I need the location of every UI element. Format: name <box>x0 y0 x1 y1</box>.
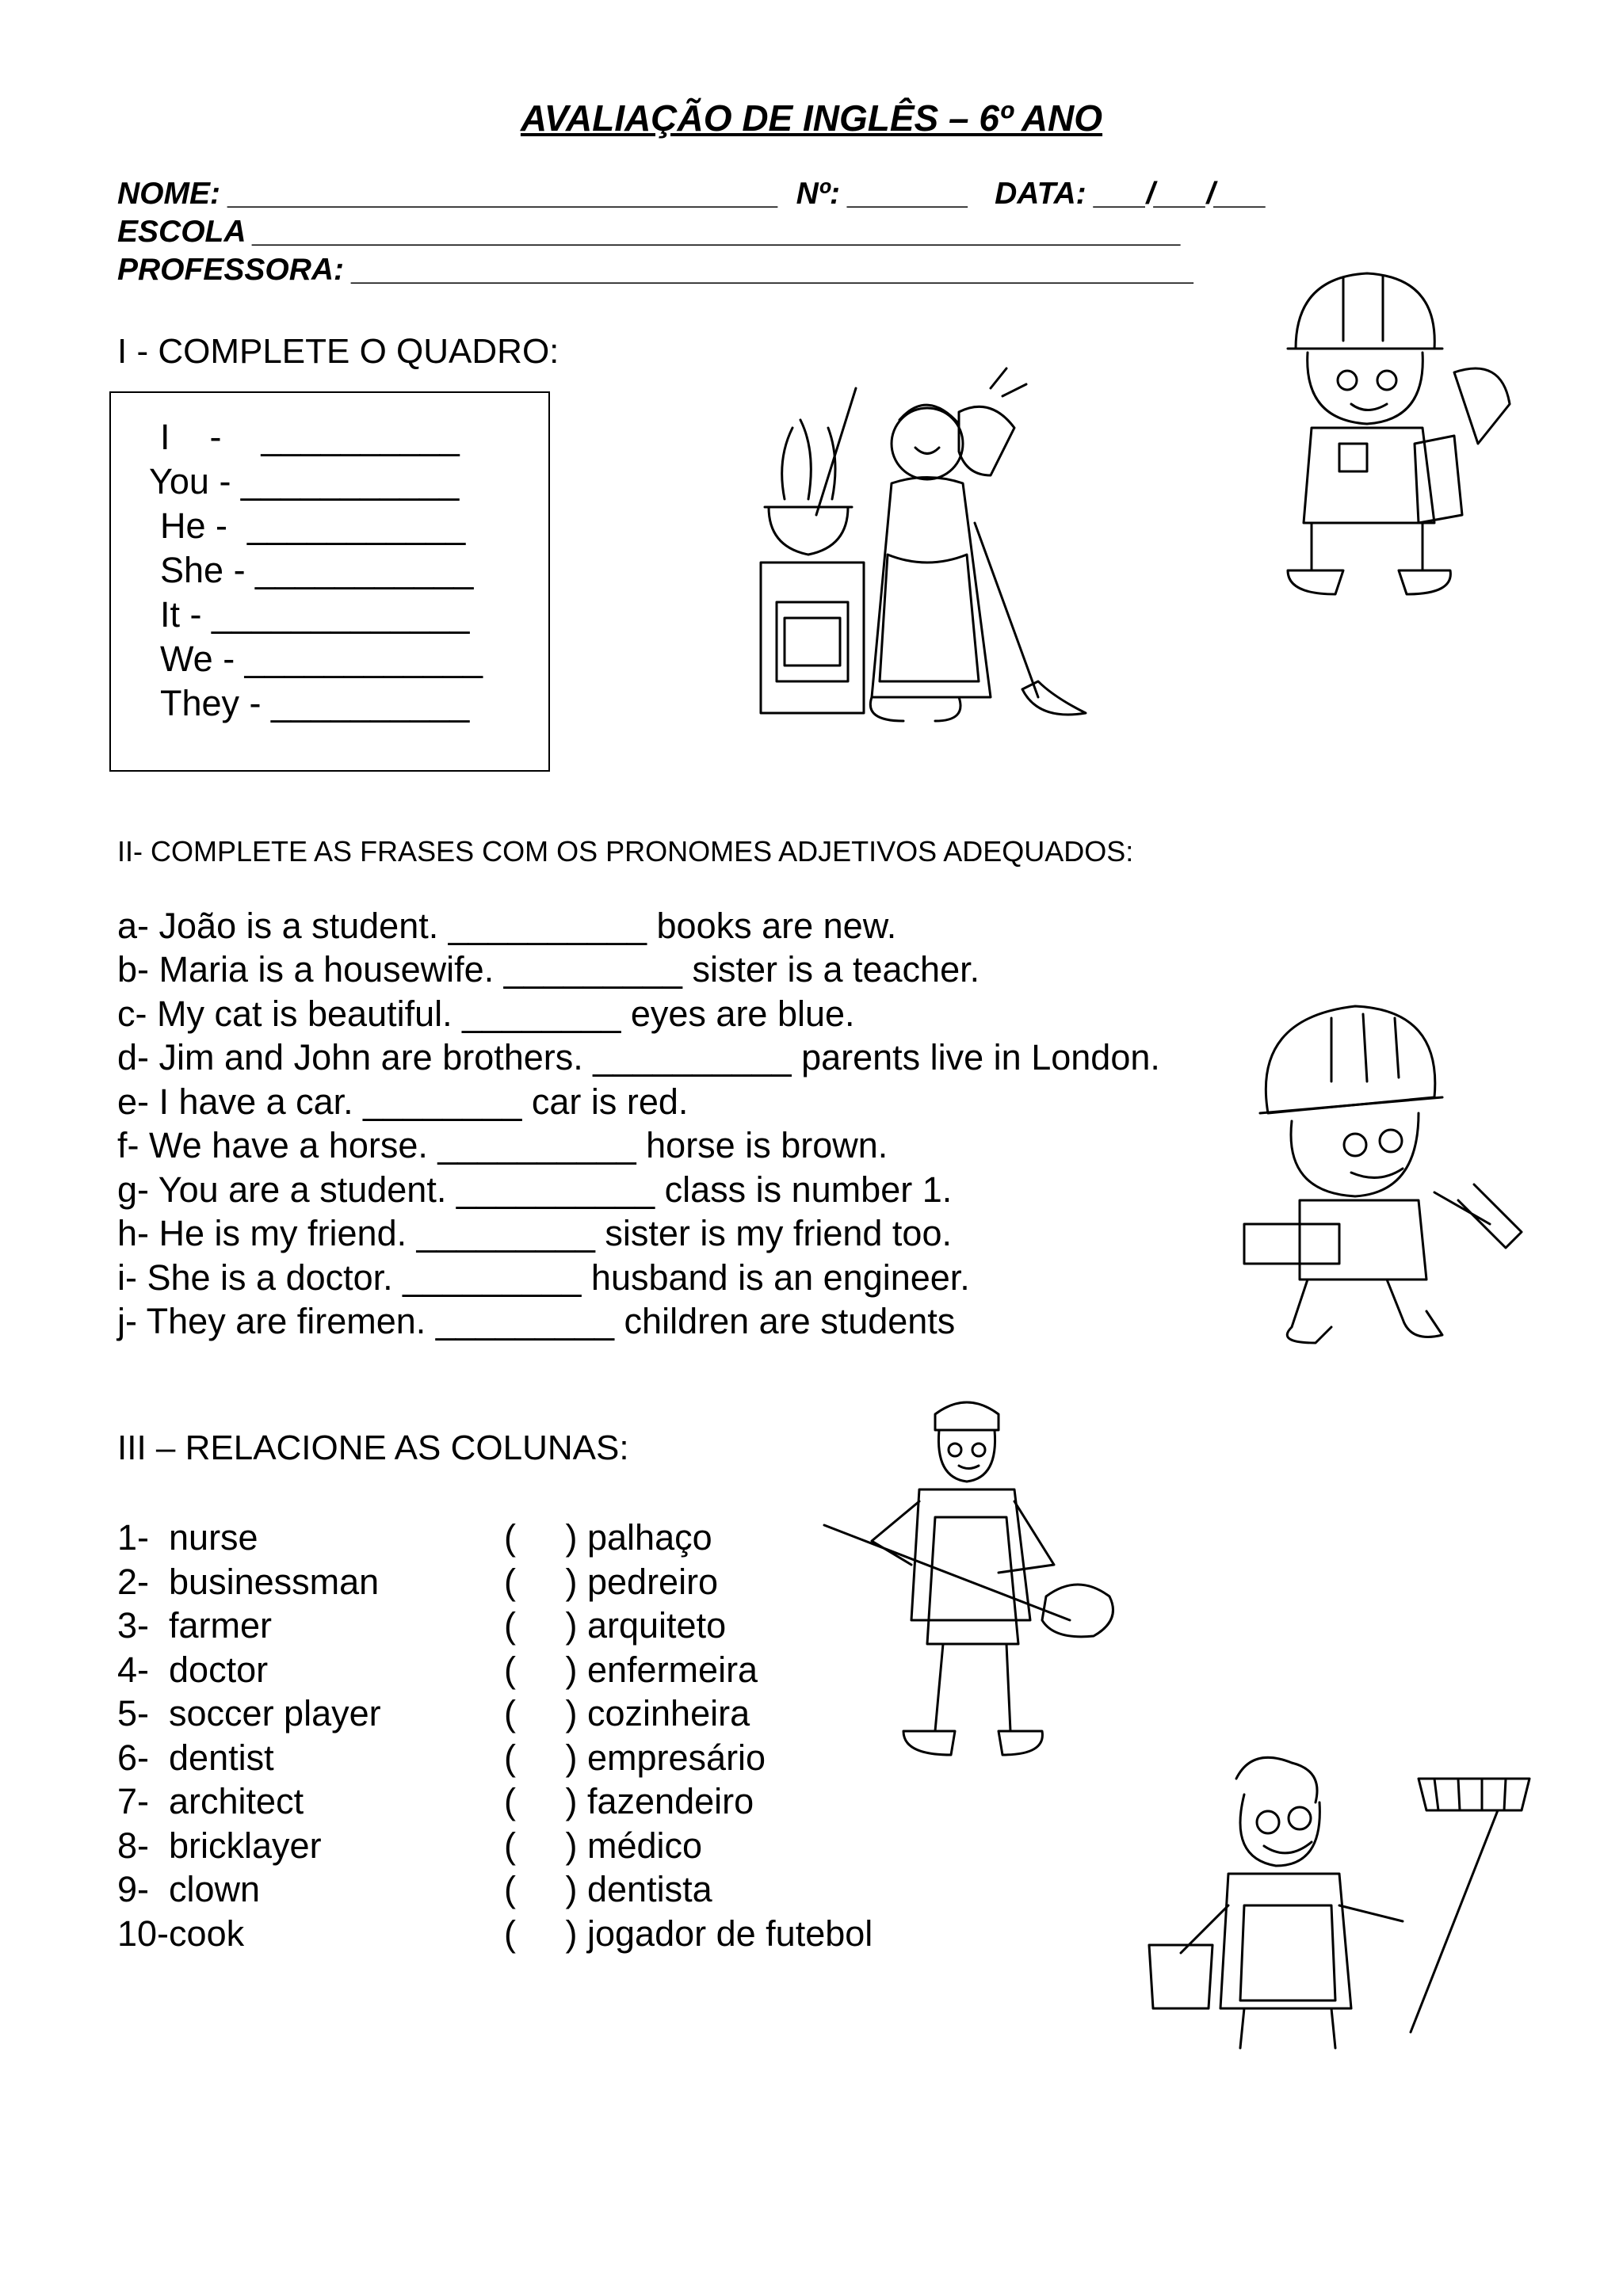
sentence-item: c- My cat is beautiful. ________ eyes are blue. <box>117 994 855 1034</box>
sentence-item: b- Maria is a housewife. _________ sister is a teacher. <box>117 949 980 990</box>
right-column-item: ( ) fazendeiro <box>504 1781 754 1821</box>
teacher-field-line: PROFESSORA: _________________________________________________ <box>117 253 1195 287</box>
sentence-item: d- Jim and John are brothers. __________ parents live in London. <box>117 1037 1160 1077</box>
name-field-line: NOME: ________________________________ Nº: _______ DATA: ___/___/___ <box>117 177 1267 211</box>
right-column-item: ( ) cozinheira <box>504 1693 750 1733</box>
pronoun-row: He - ___________ <box>160 505 466 546</box>
sentence-item: h- He is my friend. _________ sister is my friend too. <box>117 1213 952 1253</box>
section-3-heading: III – RELACIONE AS COLUNAS: <box>117 1428 629 1467</box>
sentence-item: g- You are a student. __________ class is number 1. <box>117 1169 953 1210</box>
sentence-item: f- We have a horse. __________ horse is brown. <box>117 1125 888 1165</box>
left-column-item: 7- architect <box>117 1781 304 1821</box>
sentence-item: e- I have a car. ________ car is red. <box>117 1081 689 1122</box>
left-column-item: 3- farmer <box>117 1605 273 1646</box>
left-column-item: 8- bricklayer <box>117 1825 322 1866</box>
right-column-item: ( ) médico <box>504 1825 703 1866</box>
pronoun-row: It - _____________ <box>160 594 470 635</box>
pronoun-row: She - ___________ <box>160 550 474 590</box>
pronoun-row: I - __________ <box>160 417 460 457</box>
sentence-item: j- They are firemen. _________ children are students <box>117 1301 956 1341</box>
school-field-line: ESCOLA ______________________________________________________ <box>117 215 1182 249</box>
pronoun-row: They - __________ <box>160 683 470 723</box>
left-column-item: 5- soccer player <box>117 1693 381 1733</box>
right-column-item: ( ) pedreiro <box>504 1562 719 1602</box>
cleaner-woman-illustration <box>1133 1747 1545 2056</box>
left-column-item: 10-cook <box>117 1913 245 1954</box>
left-column-item: 6- dentist <box>117 1737 274 1778</box>
right-column-item: ( ) enfermeira <box>504 1650 758 1690</box>
page-title: AVALIAÇÃO DE INGLÊS – 6º ANO <box>520 97 1103 139</box>
section-2-heading: II- COMPLETE AS FRASES COM OS PRONOMES ADJETIVOS ADEQUADOS: <box>117 835 1134 868</box>
left-column-item: 9- clown <box>117 1869 261 1909</box>
right-column-item: ( ) jogador de futebol <box>504 1913 873 1954</box>
right-column-item: ( ) empresário <box>504 1737 766 1778</box>
pronoun-row: We - ____________ <box>160 639 483 679</box>
right-column-item: ( ) dentista <box>504 1869 712 1909</box>
engineer-boy-illustration <box>1264 261 1526 610</box>
left-column-item: 1- nurse <box>117 1517 258 1558</box>
sentence-item: a- João is a student. __________ books are new. <box>117 906 897 946</box>
right-column-item: ( ) arquiteto <box>504 1605 727 1646</box>
sentence-item: i- She is a doctor. _________ husband is an engineer. <box>117 1257 970 1298</box>
left-column-item: 2- businessman <box>117 1562 380 1602</box>
right-column-item: ( ) palhaço <box>504 1517 712 1558</box>
baker-man-illustration <box>816 1383 1133 1771</box>
bricklayer-boy-illustration <box>1236 994 1569 1351</box>
pronoun-row: You - ___________ <box>149 461 460 502</box>
section-1-heading: I - COMPLETE O QUADRO: <box>117 332 559 371</box>
cook-woman-illustration <box>753 364 1109 737</box>
left-column-item: 4- doctor <box>117 1650 269 1690</box>
